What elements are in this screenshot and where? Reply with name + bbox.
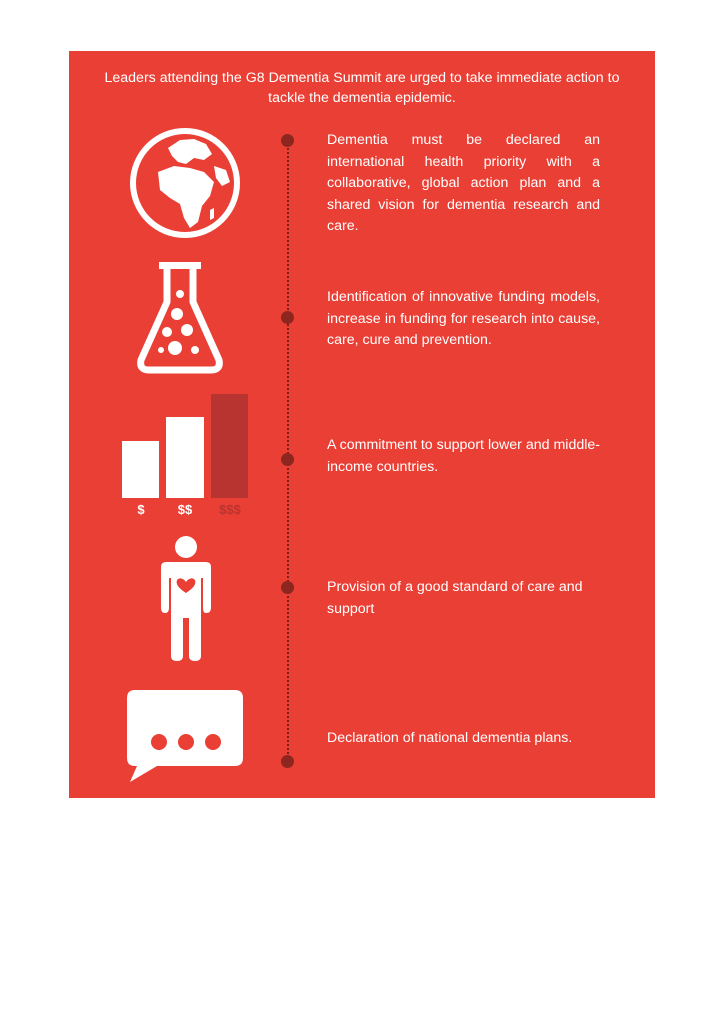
timeline-line [287, 140, 289, 762]
timeline-dot [281, 581, 294, 594]
item-text-funding: Identification of innovative funding models, increase in funding for research into cause, care, cure and prevention. [327, 289, 600, 348]
bar-low [122, 441, 159, 498]
item-text-international-priority: Dementia must be declared an international health priority with a collaborative, global action plan and a shared vision for dementia research and care. [327, 132, 600, 234]
item-text-care: Provision of a good standard of care and support [327, 579, 583, 617]
bar-label-mid: $$ [177, 502, 193, 517]
person-heart-icon [160, 536, 212, 662]
item-text-plans: Declaration of national dementia plans. [327, 730, 573, 746]
speech-bubble-icon [127, 690, 243, 782]
bar-high [211, 394, 248, 498]
globe-icon [128, 126, 242, 240]
item-text-countries: A commitment to support lower and middle-income countries. [327, 437, 600, 475]
bar-mid [166, 417, 204, 498]
header-text: Leaders attending the G8 Dementia Summit are urged to take immediate action to tackle the dementia epidemic. [104, 70, 620, 106]
timeline-dot [281, 134, 294, 147]
timeline-dot [281, 311, 294, 324]
bar-label-high: $$$ [219, 502, 241, 517]
flask-icon [137, 262, 223, 374]
bar-label-low: $ [137, 502, 145, 517]
timeline-dot [281, 453, 294, 466]
timeline-dot [281, 755, 294, 768]
